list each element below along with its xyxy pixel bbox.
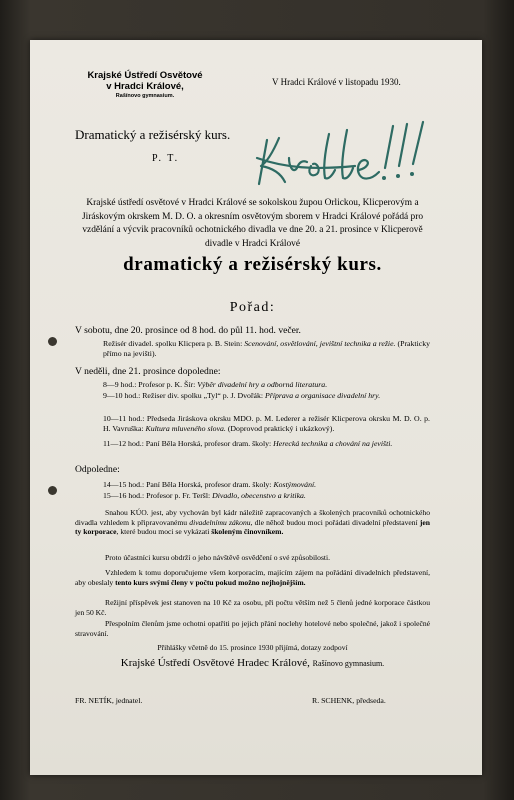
program-title: Pořad: [229, 300, 276, 315]
sunday-heading: V neděli, dne 21. prosince dopoledne: [75, 366, 221, 377]
letterhead-line2: v Hradci Králové, [106, 81, 184, 92]
paragraph-fee: Režijní příspěvek jest stanoven na 10 Kč za osobu, při počtu větším než 5 členů jedné korporace částkou jen 50 Kč. [75, 598, 430, 617]
text-italic: divadelnímu zákonu [189, 517, 251, 527]
paragraph-lodging: Přespolním členům jsme ochotni opatřiti po jejich přání noclehy hotelové nebo společné, jakož i společné stravování. [75, 619, 430, 638]
afternoon-item-1 [103, 480, 430, 490]
item-topic: Příprava a organisace divadelní hry. [265, 391, 381, 400]
item-topic: Divadlo, obecenstvo a kritika. [212, 491, 306, 500]
item-topic: Scenování, osvětlování, jevištní technika a režie. [244, 339, 396, 348]
paragraph-recommendation [75, 568, 430, 587]
item-text: 8—9 hod.: Profesor p. K. Šír: [103, 380, 198, 389]
saturday-item [103, 339, 430, 359]
org-name: Krajské Ústředí Osvětové Hradec Králové, [120, 657, 310, 669]
text-bold: jen ty korporace [75, 517, 430, 537]
item-text: 15—16 hod.: Profesor p. Fr. Teršl: [103, 491, 213, 500]
text-bold: školeným činovníkem. [211, 527, 284, 537]
footer-organization [75, 657, 430, 669]
salutation: P. T. [152, 153, 180, 164]
dateline: V Hradci Králové v listopadu 1930. [272, 77, 401, 87]
letterhead-line1: Krajské Ústředí Osvětové [87, 70, 203, 81]
sunday-item-2 [103, 391, 430, 401]
item-text: 9—10 hod.: Režiser div. spolku „Tyl“ p. J. Dvořák: [103, 391, 266, 400]
document-heading: Dramatický a režisérský kurs. [75, 127, 231, 142]
sunday-item-4 [103, 439, 430, 449]
item-note: (Prakticky přímo na jevišti). [103, 339, 431, 358]
item-topic: Výběr divadelní hry a odborná literatura. [197, 380, 328, 389]
paragraph-certificate: Proto účastníci kursu obdrží o jeho návštěvě osvědčení o své způsobilosti. [105, 553, 331, 562]
item-text: 10—11 hod.: Předseda Jiráskova okrsku MDO. p. M. Lederer a režisér Klicperova okrsku M. D. O. p. H. Vavruška: [103, 414, 430, 433]
text: Snahou KÚO. jest, aby vychován byl kádr náležitě zapracovaných a školených pracovníků ochotnického divadla vzhledem k připravovanému [75, 508, 430, 527]
intro-paragraph: Krajské ústředí osvětové v Hradci Králové se sokolskou župou Orlickou, Klicperovým a Jiráskovým okrskem M. D. O. a okresním osvětovým sborem v Hradci Králové pořádá pro vzdělání a výcvik pracovníků ochotnického divadla ve dne 20. a 21. prosince v Klicperově divadle v Hradci Králové [81, 198, 424, 249]
sunday-item-1 [103, 380, 430, 390]
punch-hole-bottom [48, 486, 57, 495]
course-title: dramatický a režisérský kurs. [123, 254, 382, 275]
item-text: 14—15 hod.: Paní Běla Horská, profesor dram. školy: [103, 480, 274, 489]
text-bold: tento kurs svými členy v počtu pokud možno nejhojnějším. [115, 577, 306, 587]
handwritten-signature [255, 118, 435, 188]
item-topic: Herecká technika a chování na jevišti. [273, 439, 393, 448]
afternoon-heading: Odpoledne: [75, 464, 120, 475]
item-note: (Doprovod praktický i ukázkový). [225, 424, 335, 433]
item-text: 11—12 hod.: Paní Běla Horská, profesor dram. školy: [103, 439, 274, 448]
sunday-item-3 [103, 414, 430, 434]
item-topic: Kostýmování. [273, 480, 317, 489]
letterhead [75, 70, 215, 99]
paragraph-purpose [75, 508, 430, 537]
signer-chairman: R. SCHENK, předseda. [312, 696, 386, 705]
item-text: Režisér divadel. spolku Klicpera p. B. Stein: [103, 339, 245, 348]
letterhead-line3: Rašínovo gymnasium. [115, 93, 175, 99]
afternoon-item-2 [103, 491, 430, 501]
text: Vzhledem k tomu doporučujeme všem korporacím, majícím zájem na pořádání divadelních představení, aby obeslaly [75, 568, 430, 587]
text: , které budou moci se vykázati [116, 527, 212, 537]
signer-secretary: FR. NETÍK, jednatel. [75, 696, 143, 705]
item-topic: Kultura mluveného slova. [145, 424, 226, 433]
text: , dle něhož budou moci pořádati divadelní představení [250, 517, 420, 527]
saturday-heading: V sobotu, dne 20. prosince od 8 hod. do půl 11. hod. večer. [75, 325, 301, 336]
org-address: Rašínovo gymnasium. [312, 659, 385, 668]
punch-hole-top [48, 337, 57, 346]
registration-deadline: Přihlášky včetně do 15. prosince 1930 přijímá, dotazy zodpoví [157, 643, 348, 652]
